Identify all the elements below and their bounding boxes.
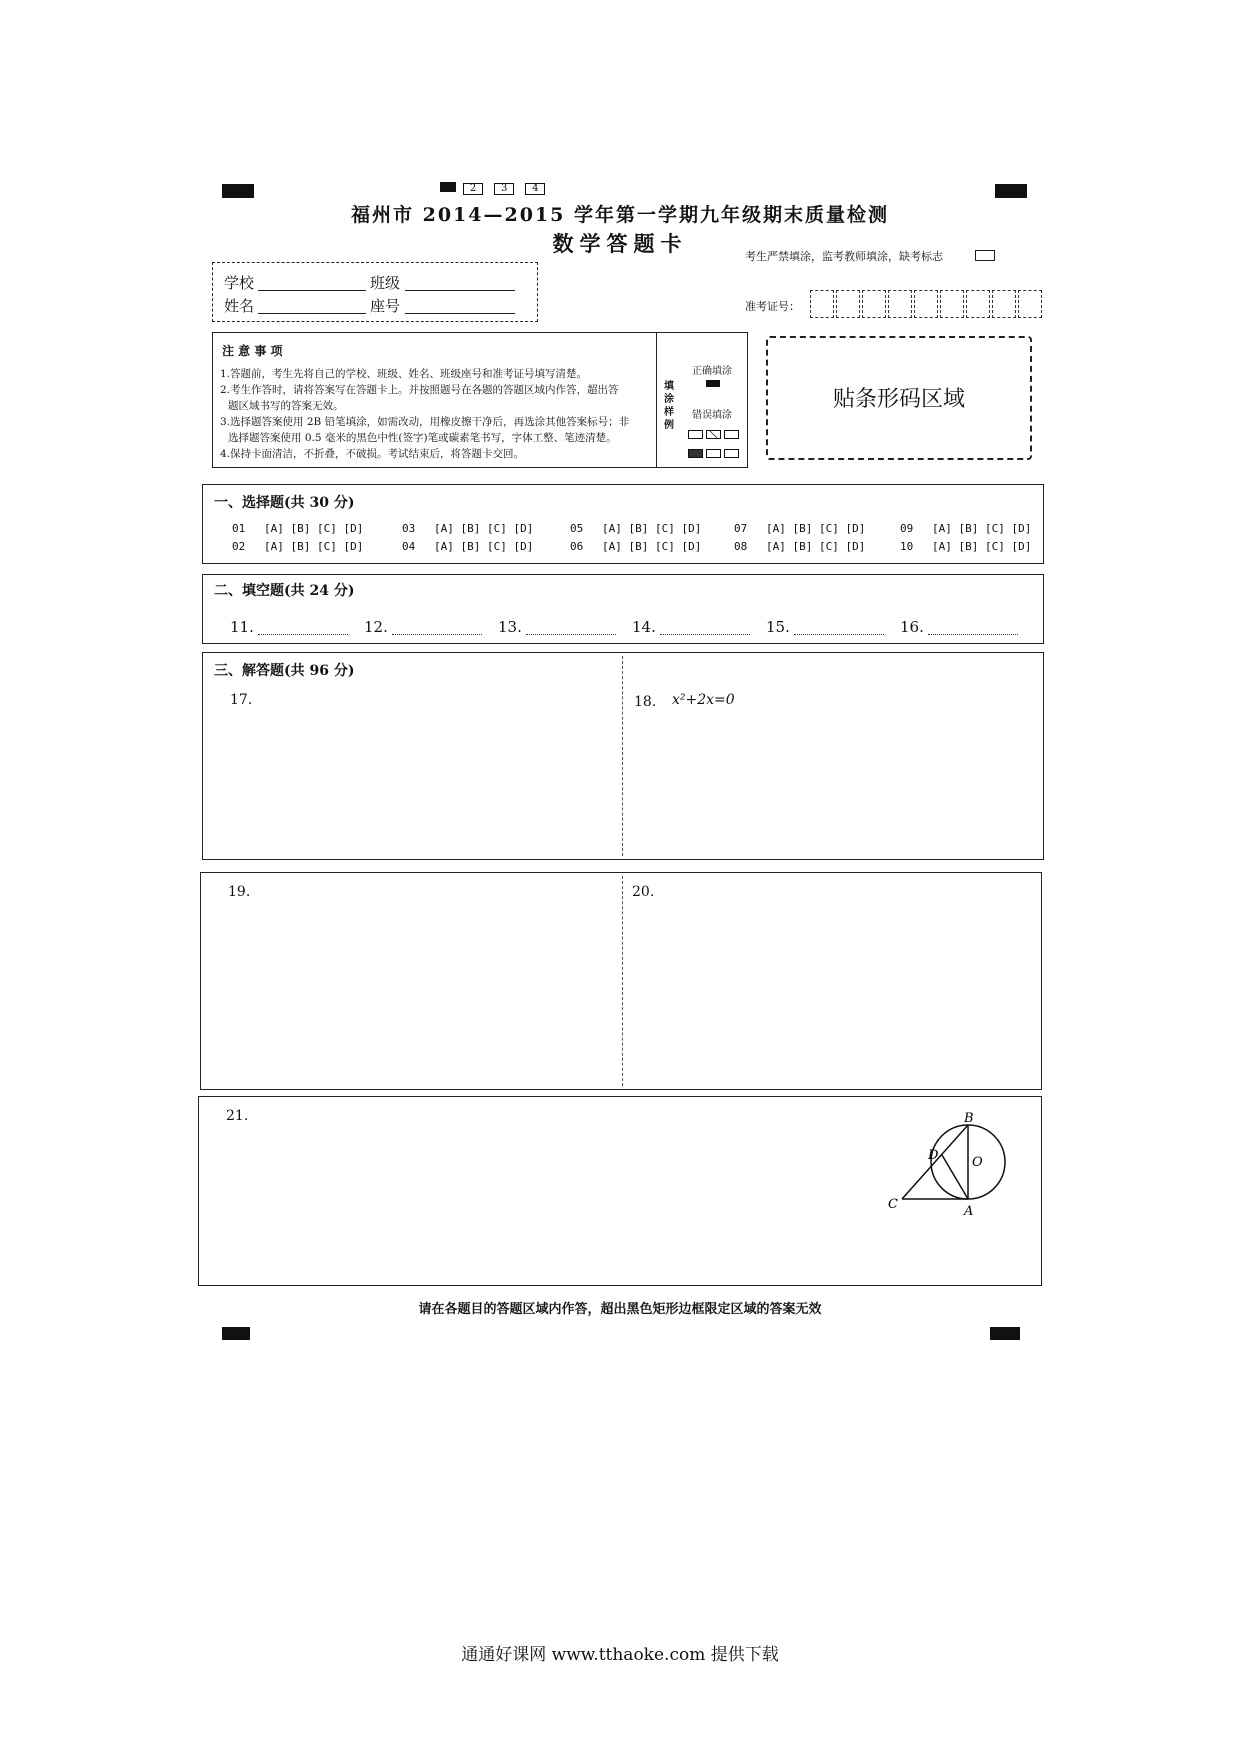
- blank-14-label: 14.: [632, 618, 656, 636]
- label-b: B: [964, 1112, 974, 1126]
- id-digit-4[interactable]: [888, 290, 912, 318]
- mc-q-number: 06: [570, 540, 584, 553]
- q21-label: 21.: [226, 1108, 249, 1124]
- site-credit: 通通好课网 www.tthaoke.com 提供下载: [461, 1645, 779, 1665]
- id-digit-8[interactable]: [992, 290, 1016, 318]
- id-digit-3[interactable]: [862, 290, 886, 318]
- mc-q-number: 03: [402, 522, 416, 535]
- absent-mark-box[interactable]: [975, 250, 995, 261]
- section3-divider-a: [622, 656, 623, 856]
- card-subtitle: 数学答题卡: [552, 231, 688, 256]
- q19-label: 19.: [228, 884, 251, 900]
- label-o: O: [972, 1155, 983, 1170]
- mc-options[interactable]: [A] [B] [C] [D]: [264, 522, 364, 535]
- mc-options[interactable]: [A] [B] [C] [D]: [932, 540, 1032, 553]
- school-label: 学校: [224, 274, 255, 292]
- barcode-label: 贴条形码区域: [832, 387, 965, 412]
- blank-14-field[interactable]: [660, 634, 750, 635]
- q21-geometry-figure: [880, 1112, 1010, 1222]
- id-digit-7[interactable]: [966, 290, 990, 318]
- name-label: 姓名: [224, 297, 255, 315]
- notice-title: 注 意 事 项: [222, 344, 283, 358]
- name-field[interactable]: [258, 313, 366, 314]
- mc-q-number: 07: [734, 522, 748, 535]
- class-field[interactable]: [405, 290, 515, 291]
- label-a: A: [964, 1204, 974, 1219]
- id-digit-6[interactable]: [940, 290, 964, 318]
- seat-field[interactable]: [405, 313, 515, 314]
- q18-equation: x²+2x=0: [672, 692, 735, 708]
- alignment-mark-bottom-right: [990, 1327, 1020, 1340]
- mc-q-number: 09: [900, 522, 914, 535]
- exam-title: 福州市 2014—2015 学年第一学期九年级期末质量检测: [351, 204, 889, 226]
- blank-12-field[interactable]: [392, 634, 482, 635]
- mc-options[interactable]: [A] [B] [C] [D]: [932, 522, 1032, 535]
- blank-13-label: 13.: [498, 618, 522, 636]
- fill-correct-label: 正确填涂: [692, 366, 732, 377]
- q18-label: 18.: [634, 694, 657, 710]
- notice-divider: [656, 332, 657, 468]
- mc-q-number: 08: [734, 540, 748, 553]
- blank-11-label: 11.: [230, 618, 254, 636]
- q17-answer-area[interactable]: [206, 716, 616, 854]
- alignment-mark-top-right: [995, 184, 1027, 198]
- mc-q-number: 02: [232, 540, 246, 553]
- mc-options[interactable]: [A] [B] [C] [D]: [766, 540, 866, 553]
- mc-options[interactable]: [A] [B] [C] [D]: [434, 540, 534, 553]
- blank-15-label: 15.: [766, 618, 790, 636]
- id-digit-1[interactable]: [810, 290, 834, 318]
- mc-options[interactable]: [A] [B] [C] [D]: [766, 522, 866, 535]
- absent-note: 考生严禁填涂，监考教师填涂，缺考标志: [745, 250, 943, 263]
- mc-options[interactable]: [A] [B] [C] [D]: [602, 540, 702, 553]
- page-indicator: [440, 176, 545, 194]
- notice-item-3: 3.选择题答案使用 2B 铅笔填涂，如需改动，用橡皮擦干净后，再选涂其他答案标号；非: [220, 416, 630, 428]
- blank-16-label: 16.: [900, 618, 924, 636]
- q20-label: 20.: [632, 884, 655, 900]
- blank-13-field[interactable]: [526, 634, 616, 635]
- fill-correct-sample: [706, 380, 720, 387]
- label-c: C: [888, 1197, 898, 1212]
- fill-example-side-label: 填涂样例: [664, 381, 674, 431]
- section3-title: 三、解答题(共 96 分): [214, 663, 355, 679]
- notice-item-3-cont: 选择题答案使用 0.5 毫米的黑色中性(签字)笔或碳素笔书写，字体工整、笔迹清楚。: [228, 432, 617, 444]
- mc-q-number: 05: [570, 522, 584, 535]
- alignment-mark-top-left: [222, 184, 254, 198]
- id-digit-2[interactable]: [836, 290, 860, 318]
- answer-area-warning: 请在各题目的答题区域内作答，超出黑色矩形边框限定区域的答案无效: [418, 1302, 822, 1317]
- notice-item-4: 4.保持卡面清洁，不折叠，不破损。考试结束后，将答题卡交回。: [220, 448, 525, 460]
- page-indicator-2: 2: [463, 183, 483, 195]
- page-indicator-4: 4: [525, 183, 545, 195]
- section1-title: 一、选择题(共 30 分): [214, 495, 355, 511]
- fill-wrong-label: 错误填涂: [692, 410, 732, 421]
- mc-options[interactable]: [A] [B] [C] [D]: [602, 522, 702, 535]
- mc-q-number: 04: [402, 540, 416, 553]
- section3-divider-b: [622, 876, 623, 1086]
- notice-item-2-cont: 题区域书写的答案无效。: [228, 400, 344, 412]
- page-indicator-3: 3: [494, 183, 514, 195]
- q18-answer-area[interactable]: [628, 716, 1038, 854]
- q21-answer-area[interactable]: [204, 1130, 874, 1280]
- label-d: D: [928, 1148, 939, 1163]
- fill-wrong-samples: [688, 424, 744, 462]
- blank-15-field[interactable]: [794, 634, 884, 635]
- blank-11-field[interactable]: [258, 634, 348, 635]
- q20-answer-area[interactable]: [628, 906, 1038, 1084]
- mc-q-number: 01: [232, 522, 246, 535]
- seat-label: 座号: [370, 297, 401, 315]
- class-label: 班级: [370, 274, 401, 292]
- mc-options[interactable]: [A] [B] [C] [D]: [264, 540, 364, 553]
- blank-12-label: 12.: [364, 618, 388, 636]
- q19-answer-area[interactable]: [204, 906, 614, 1084]
- mc-q-number: 10: [900, 540, 914, 553]
- q17-label: 17.: [230, 692, 253, 708]
- id-digit-5[interactable]: [914, 290, 938, 318]
- blank-16-field[interactable]: [928, 634, 1018, 635]
- alignment-mark-bottom-left: [222, 1327, 250, 1340]
- notice-item-1: 1.答题前，考生先将自己的学校、班级、姓名、班级座号和准考证号填写清楚。: [220, 368, 588, 380]
- school-field[interactable]: [258, 290, 366, 291]
- mc-options[interactable]: [A] [B] [C] [D]: [434, 522, 534, 535]
- section2-title: 二、填空题(共 24 分): [214, 583, 355, 599]
- notice-item-2: 2.考生作答时，请将答案写在答题卡上。并按照题号在各题的答题区域内作答，超出答: [220, 384, 619, 396]
- exam-id-label: 准考证号：: [745, 300, 800, 313]
- id-digit-9[interactable]: [1018, 290, 1042, 318]
